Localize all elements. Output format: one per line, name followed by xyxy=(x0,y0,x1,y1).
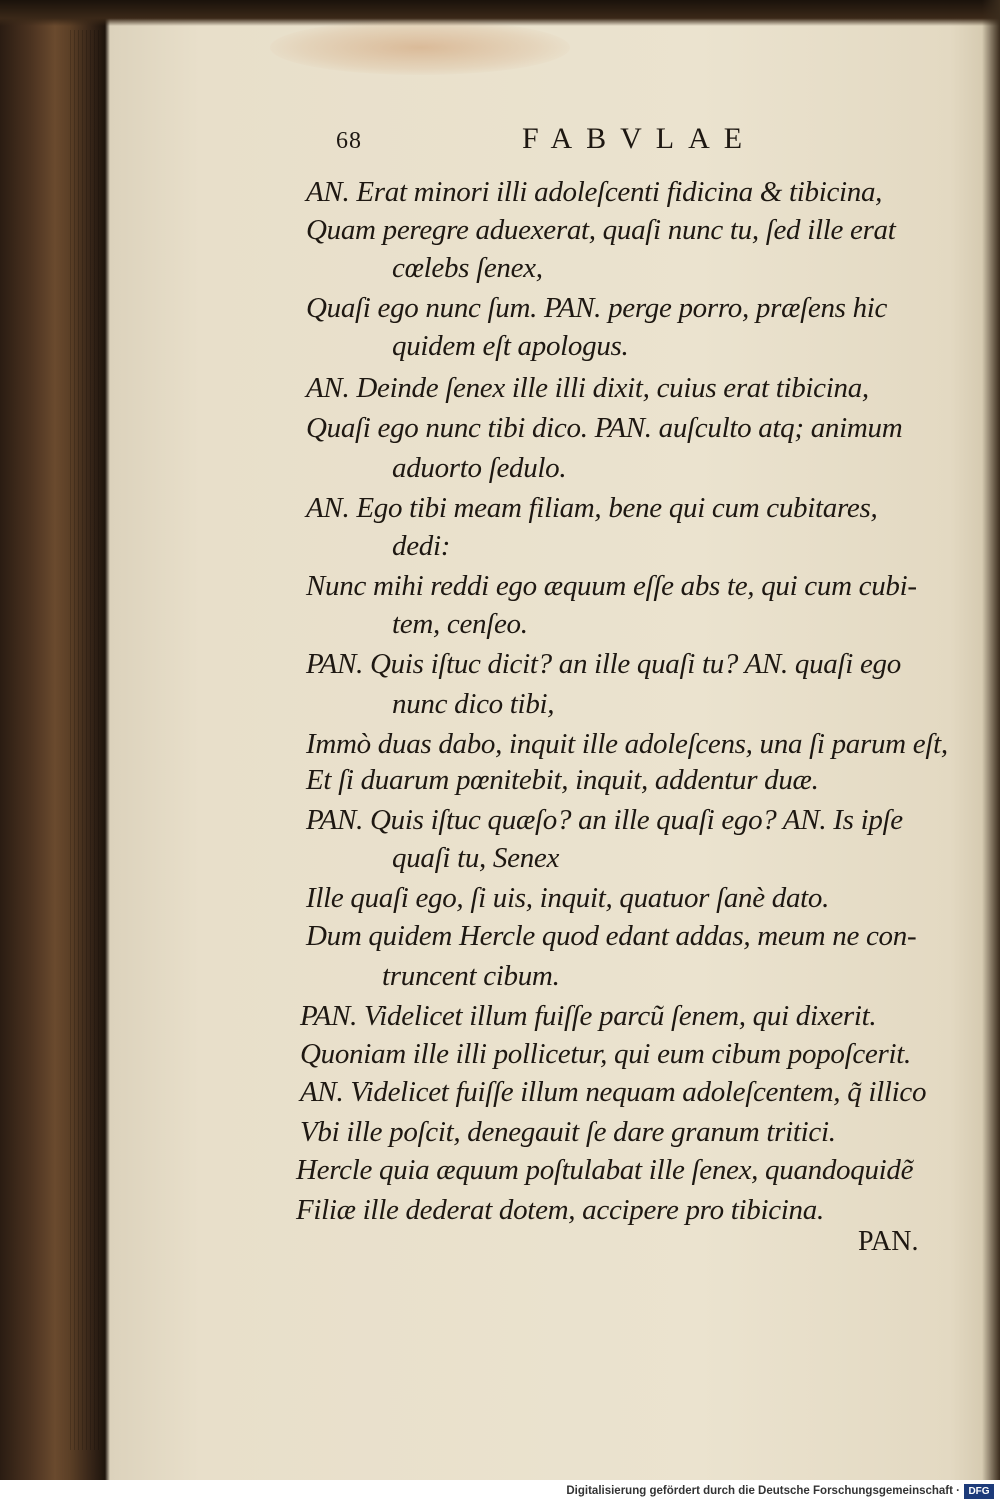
dfg-logo: DFG xyxy=(964,1484,994,1499)
text-line: quidem eſt apologus. xyxy=(392,330,629,362)
text-line: Quoniam ille illi pollicetur, qui eum cibum popoſcerit. xyxy=(300,1038,911,1070)
text-line: dedi: xyxy=(392,530,451,562)
text-line: quaſi tu, Senex xyxy=(392,842,560,874)
text-line: Nunc mihi reddi ego æquum eſſe abs te, qui cum cubi- xyxy=(306,570,917,602)
text-line: PAN. Quis iſtuc dicit? an ille quaſi tu? AN. quaſi ego xyxy=(306,648,901,680)
text-line: Hercle quia æquum poſtulabat ille ſenex, quandoquidẽ xyxy=(296,1154,914,1186)
text-line: AN. Videlicet fuiſſe illum nequam adoleſcentem, q̃ illico xyxy=(300,1076,927,1108)
text-line: PAN. Quis iſtuc quæſo? an ille quaſi ego? AN. Is ipſe xyxy=(306,804,903,836)
text-line: Ille quaſi ego, ſi uis, inquit, quatuor ſanè dato. xyxy=(306,882,830,914)
text-line: Vbi ille poſcit, denegauit ſe dare granum tritici. xyxy=(300,1116,836,1148)
catchword: PAN. xyxy=(858,1226,919,1257)
text-line: aduorto ſedulo. xyxy=(392,452,567,484)
text-line: AN. Ego tibi meam filiam, bene qui cum cubitares, xyxy=(306,492,878,524)
text-line: PAN. Videlicet illum fuiſſe parcũ ſenem, qui dixerit. xyxy=(300,1000,877,1032)
text-line: cœlebs ſenex, xyxy=(392,252,543,284)
text-line: AN. Erat minori illi adoleſcenti fidicina & tibicina, xyxy=(306,176,883,208)
footer-bar xyxy=(0,1480,1000,1504)
text-line: AN. Deinde ſenex ille illi dixit, cuius erat tibicina, xyxy=(306,372,869,404)
text-line: Quam peregre aduexerat, quaſi nunc tu, ſed ille erat xyxy=(306,214,896,246)
text-line: Quaſi ego nunc ſum. PAN. perge porro, præſens hic xyxy=(306,292,888,324)
text-line: Quaſi ego nunc tibi dico. PAN. auſculto atq; animum xyxy=(306,412,903,444)
text-line: Et ſi duarum pœnitebit, inquit, addentur duæ. xyxy=(306,764,819,796)
text-line: nunc dico tibi, xyxy=(392,688,555,720)
text-line: Immò duas dabo, inquit ille adoleſcens, una ſi parum eſt, xyxy=(306,728,948,760)
text-line: tem, cenſeo. xyxy=(392,608,528,640)
text-line: truncent cibum. xyxy=(382,960,560,992)
page-number: 68 xyxy=(336,128,362,154)
text-line: Dum quidem Hercle quod edant addas, meum ne con- xyxy=(306,920,917,952)
funding-credit: Digitalisierung gefördert durch die Deutsche Forschungsgemeinschaft · xyxy=(566,1485,960,1497)
text-line: Filiæ ille dederat dotem, accipere pro tibicina. xyxy=(296,1194,824,1226)
running-head: FABVLAE xyxy=(522,122,757,155)
